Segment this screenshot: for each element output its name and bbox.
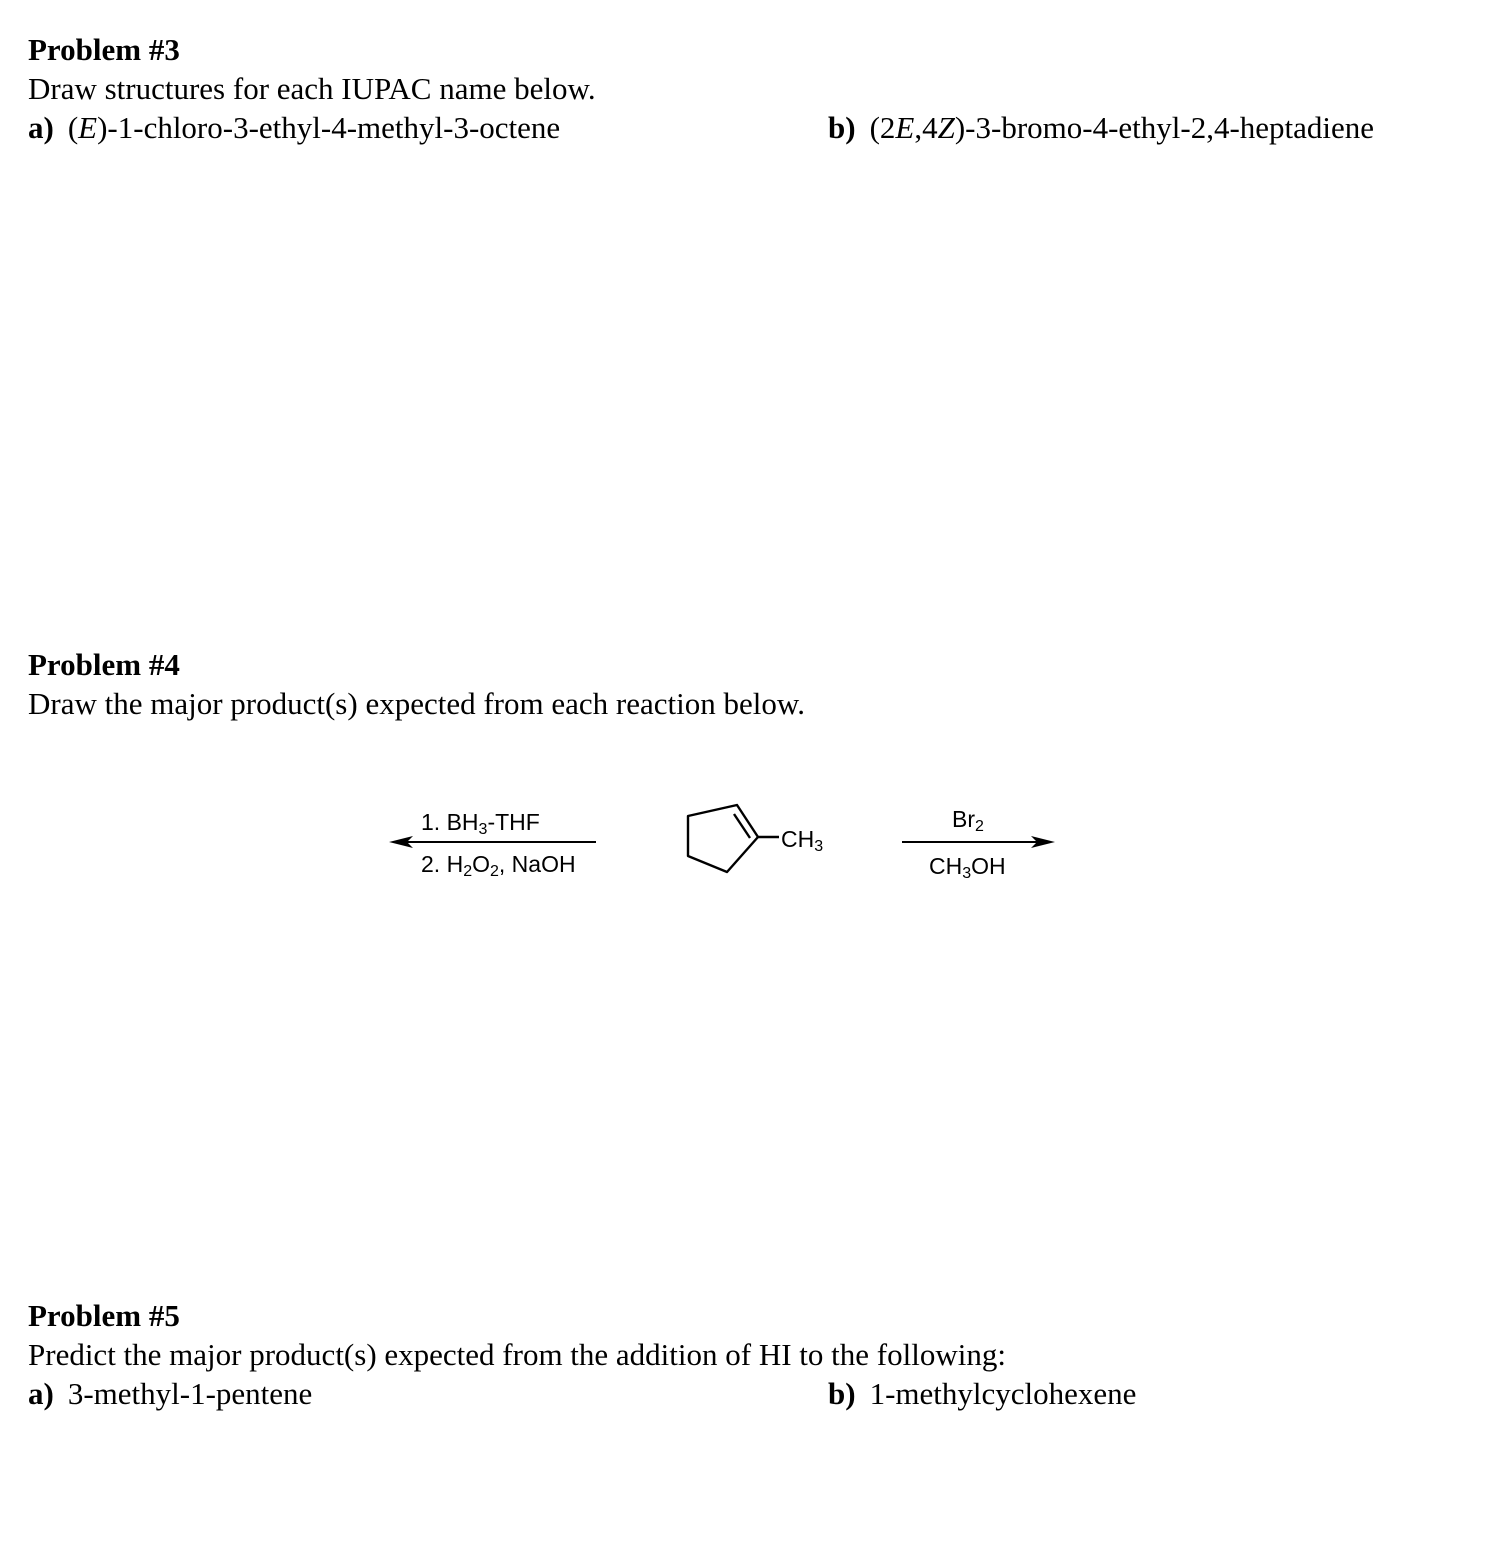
methyl-substituent-label: $CH_3$ (781, 826, 824, 855)
solvent-ch3oh: $CH_3OH$ (929, 853, 1006, 882)
problem-3-instruction: Draw structures for each IUPAC name below. (28, 71, 596, 106)
problem-4-instruction: Draw the major product(s) expected from each reaction below. (28, 686, 805, 721)
problem-3b-stereo1: E (895, 110, 915, 145)
problem-5b-label: b) (828, 1376, 856, 1411)
problem-5a-name: 3-methyl-1-pentene (67, 1376, 313, 1411)
reagent-h2o2-naoh: 2. $H_2O_2$, NaOH (421, 851, 576, 880)
problem-3b-part2: ,4 (914, 110, 938, 145)
problem-3b-name: )-3-bromo-4-ethyl-2,4-heptadiene (954, 110, 1375, 145)
problem-3a-stereo: E (78, 110, 98, 145)
problem-4-title: Problem #4 (28, 647, 180, 682)
problem-3b-part1: (2 (869, 110, 896, 145)
problem-5a (28, 1376, 312, 1412)
reagent-bh3-thf: 1. $BH_3$-THF (421, 809, 540, 838)
problem-5-title: Problem #5 (28, 1298, 180, 1333)
problem-3a-name: )-1-chloro-3-ethyl-4-methyl-3-octene (97, 110, 561, 145)
problem-5b-name: 1-methylcyclohexene (869, 1376, 1137, 1411)
problem-5a-label: a) (28, 1376, 54, 1411)
problem-5b (828, 1376, 1136, 1412)
problem-3b-label: b) (828, 110, 856, 145)
double-bond-inner-line (734, 814, 750, 838)
problem-3a-label: a) (28, 110, 54, 145)
cyclopentene-ring (688, 805, 758, 872)
problem-5-instruction: Predict the major product(s) expected from the addition of HI to the following: (28, 1337, 1006, 1372)
reagent-br2: $Br_2$ (952, 806, 984, 835)
problem-3a-paren: ( (67, 110, 79, 145)
problem-3b-stereo2: Z (937, 110, 955, 145)
problem-3-title: Problem #3 (28, 32, 180, 67)
